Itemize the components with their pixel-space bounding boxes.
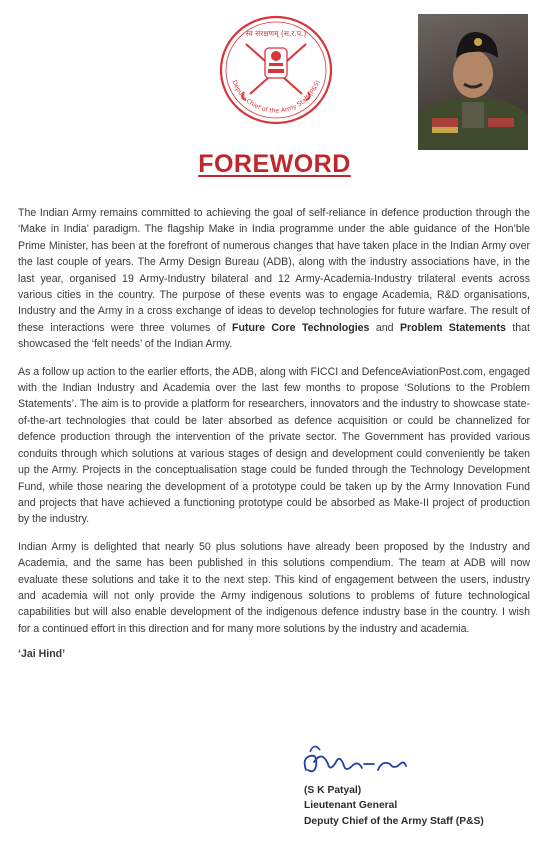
closing-salutation: ‘Jai Hind’ — [18, 648, 66, 661]
seal-motto-text: स्व संरक्षणम् (स.र.प.) — [245, 29, 307, 38]
page-title: FOREWORD — [198, 150, 351, 178]
signatory-block — [304, 783, 484, 829]
future-core-technologies-emphasis: Future Core Technologies — [232, 321, 370, 334]
paragraph-1-text-c: that showcased the ‘felt needs’ of the Indian Army. — [18, 321, 530, 351]
signer-designation: Deputy Chief of the Army Staff (P&S) — [304, 815, 484, 827]
problem-statements-emphasis: Problem Statements — [399, 321, 506, 334]
paragraph-1-text-a: The Indian Army remains committed to achieving the goal of self-reliance in defence production through the ‘Make in India’ paradigm. The flagship Make in India programme under the able guidance of the Hon’ble Prime Minister, has been at the forefront of numerous changes that have taken place in the Indian Army over the last couple of years. The Army Design Bureau (ADB), along with the industry associations have, in the last year, organised 19 Army-Industry bilateral and 12 Army-Academia-Industry trilateral events across various cities in the country. The purpose of these events was to engage Academia, R&D organisations, Industry and the Army in a cross exchange of ideas to develop technologies for future warfare. The result of these interactions were three volumes of — [18, 207, 530, 334]
signer-rank: Lieutenant General — [304, 800, 398, 812]
paragraph-2: As a follow up action to the earlier efforts, the ADB, along with FICCI and DefenceAviationPost.com, engaged with the Indian Industry and Academia over the last few months to propose ‘Solutions to the Problem Statements’. The aim is to provide a platform for researchers, innovators and the industry to showcase state-of-the-art technologies that could be later absorbed as defence acquisition or could be channelized for defence production through the intervention of the private sector. The Government has provided various conduits through which solutions at various stages of design and development could conveniently be taken up the Army. Projects in the conceptualisation stage could be funded through the Technology Development Fund, while those nearing the development of a prototype could be taken up by the Army Innovation Fund and projects that have achieved a functioning prototype could be absorbed as Make-II project of production by the industry. — [18, 365, 530, 526]
paragraph-3: Indian Army is delighted that nearly 50 plus solutions have already been proposed by the Industry and Academia, and the same has been published in this solutions compendium. The team at ADB will now evaluate these solutions and take it to the next step. This kind of engagement between the users, industry and academia will not only provide the Army indigenous solutions to problems of future technological capabilities but will also enable development of the indigenous defence industry base in the country. I wish for a continued effort in this direction and for many more solutions by the industry and academia. — [18, 540, 530, 635]
deputy-chief-seal — [218, 14, 334, 126]
paragraph-1 — [18, 205, 530, 353]
seal-caption: Deputy Chief of the Army Staff (P&S) — [230, 79, 322, 115]
portrait-photo — [418, 14, 528, 150]
paragraph-1-text-b: and — [369, 321, 400, 334]
signer-name: (S K Patyal) — [304, 785, 362, 796]
handwritten-signature — [300, 740, 410, 782]
foreword-body — [18, 205, 530, 660]
